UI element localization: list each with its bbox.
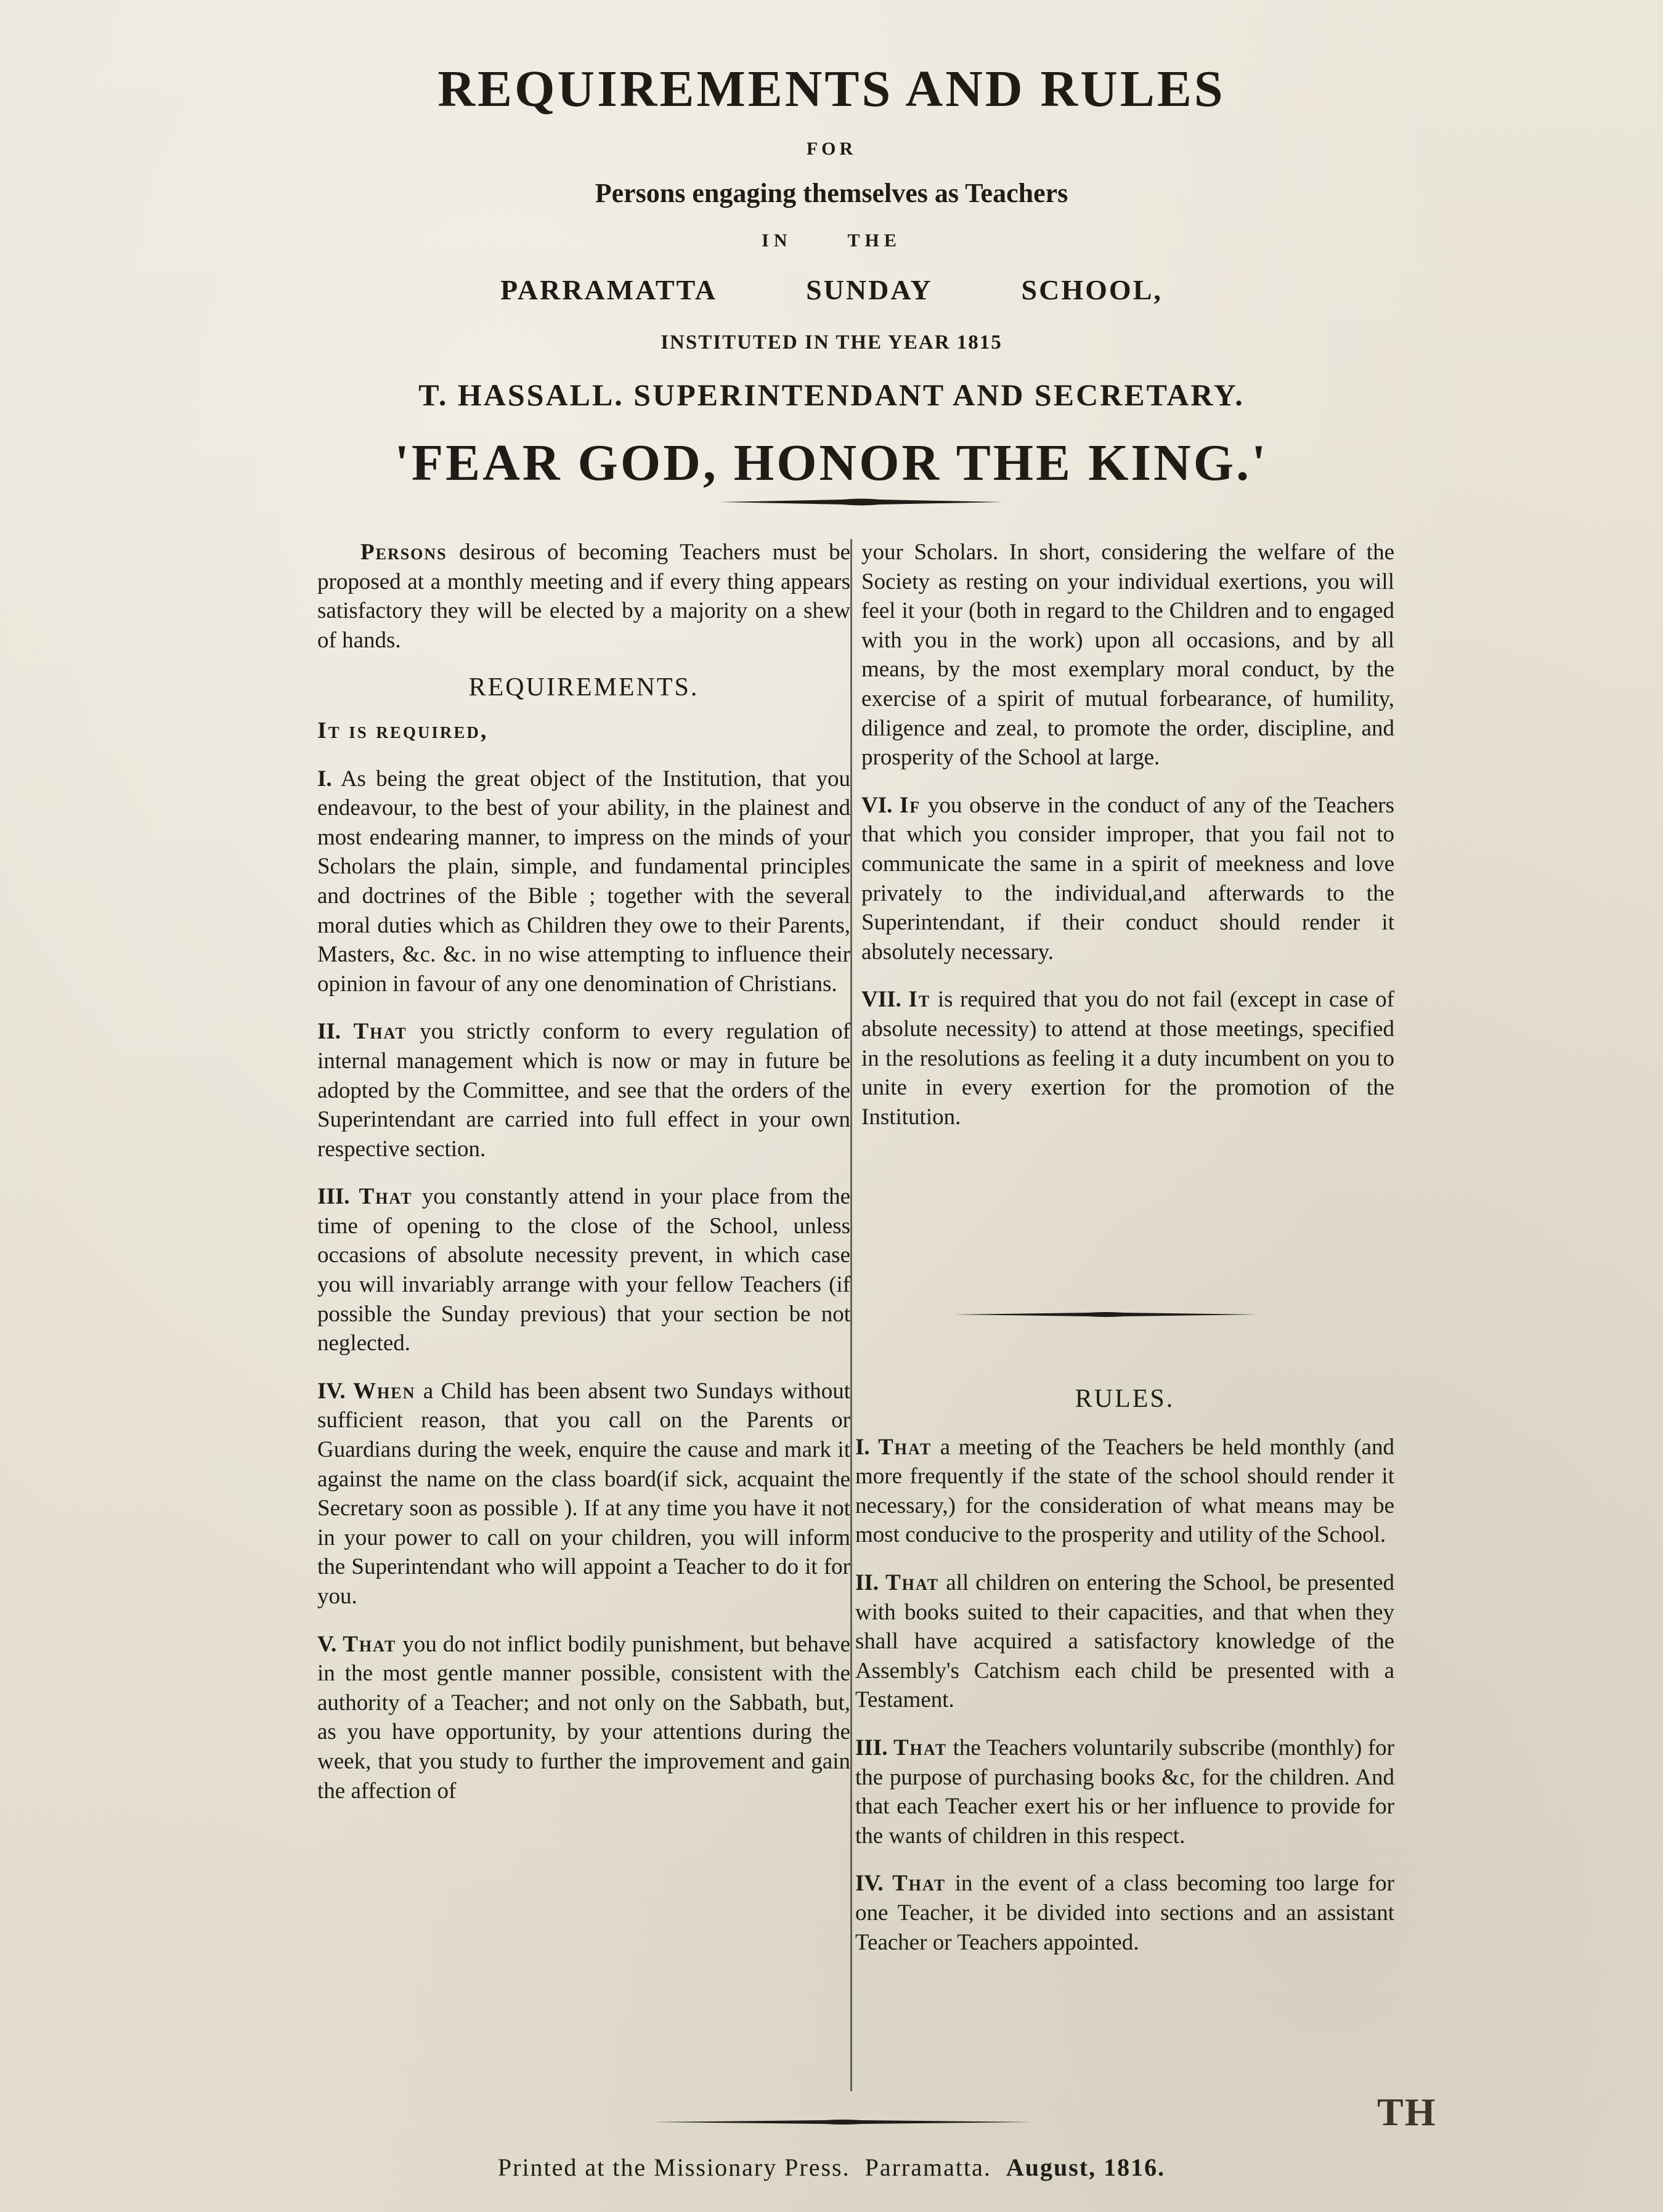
- requirements-heading: REQUIREMENTS.: [468, 673, 699, 702]
- rule-number: III.: [855, 1735, 888, 1760]
- footer-date: August, 1816.: [1006, 2153, 1166, 2181]
- header-school-2: SUNDAY: [806, 274, 933, 306]
- rules-heading: RULES.: [1075, 1385, 1175, 1413]
- header-school-1: PARRAMATTA: [500, 274, 718, 306]
- imprint-footer: [0, 2153, 1663, 2182]
- intro-paragraph: [317, 538, 850, 655]
- requirement-number: I.: [317, 766, 332, 792]
- ornament-rule-bottom: [652, 2119, 1034, 2128]
- right-column: [861, 538, 1394, 1132]
- requirement-item: [317, 1182, 850, 1358]
- requirement-lead: When: [353, 1378, 416, 1404]
- rule-lead: That: [893, 1735, 948, 1760]
- rule-number: I.: [855, 1434, 870, 1460]
- initials-mark: TH: [1377, 2090, 1437, 2134]
- header-school-name: [0, 262, 1663, 318]
- rule-lead: That: [885, 1570, 940, 1595]
- rule-lead: That: [892, 1871, 946, 1897]
- header-instituted: INSTITUTED IN THE YEAR 1815: [661, 331, 1002, 354]
- rule-item: [855, 1869, 1394, 1957]
- rule-text: in the event of a class becoming too large for one Teacher, it be divided into sections and an assistant Teacher or Teachers appointed.: [855, 1871, 1394, 1955]
- rule-text: all children on entering the School, be presented with books suited to their capacities, and that when they shall have acquired a satisfactory knowledge of the Assembly's Catchism each child be presented with a Testament.: [855, 1570, 1395, 1713]
- requirement-text: you constantly attend in your place from the time of opening to the close of the School, unless occasions of absolute necessity prevent, in which case you will invariably arrange with your fellow Teachers (if possible the Sunday previous) that your section be not neglected.: [317, 1184, 850, 1356]
- it-is-required: It is required,: [317, 717, 489, 743]
- rule-text: a meeting of the Teachers be held monthly (and more frequently if the state of the school should render it necessary,) for the consideration of what means may be most conducive to the prosperity and utility of the School.: [855, 1434, 1394, 1548]
- header-the: THE: [847, 230, 901, 251]
- header-in-the: [0, 219, 1663, 262]
- header-persons: Persons engaging themselves as Teachers: [595, 178, 1068, 208]
- left-column: [317, 538, 850, 1805]
- header-for: FOR: [806, 139, 857, 159]
- requirement-number: VII.: [861, 987, 901, 1013]
- header-superintendant: T. HASSALL. SUPERINTENDANT AND SECRETARY.: [418, 378, 1245, 412]
- requirement-lead: That: [343, 1631, 397, 1657]
- rule-number: II.: [855, 1570, 879, 1595]
- requirement-number: II.: [317, 1019, 341, 1045]
- requirement-lead: If: [900, 792, 921, 818]
- rule-text: the Teachers voluntarily subscribe (monthly) for the purpose of purchasing books &c, for the children. And that each Teacher exert his or her influence to provide for the wants of children in this respect.: [855, 1735, 1394, 1849]
- requirement-number: VI.: [861, 792, 893, 818]
- rule-item: [855, 1568, 1394, 1715]
- requirement-item: [317, 1377, 850, 1611]
- rule-lead: That: [878, 1434, 932, 1460]
- rule-number: IV.: [855, 1871, 884, 1897]
- ornament-rule-middle: [954, 1311, 1259, 1319]
- requirement-item: [861, 791, 1394, 967]
- page-title: REQUIREMENTS AND RULES: [437, 60, 1226, 118]
- ornament-rule-top: [720, 498, 1003, 506]
- requirement-text: As being the great object of the Institution, that you endeavour, to the best of your ability, in the plainest and most endearing manner, to impress on the minds of your Scholars the plain, simple, and fundamental principles and doctrines of the Bible ; together with the several moral duties which as Children they owe to their Parents, Masters, &c. &c. in no wise attempting to influence their opinion in favour of any one denomination of Christians.: [317, 766, 850, 997]
- requirement-number: V.: [317, 1631, 337, 1657]
- requirement-text: you observe in the conduct of any of the Teachers that which you consider improper, that you fail not to communicate the same in a spirit of meekness and love privately to the individual,and afterwards to the Superintendant, if their conduct should render it absolutely necessary.: [861, 792, 1395, 965]
- rules-column: [855, 1385, 1394, 1957]
- intro-lead: Persons: [360, 540, 447, 565]
- requirement-item: [317, 1017, 850, 1164]
- requirement-lead: That: [359, 1184, 413, 1210]
- column-divider: [850, 539, 852, 2091]
- rule-item: [855, 1433, 1394, 1550]
- requirement-text: you strictly conform to every regulation of internal management which is now or may in future be adopted by the Committee, and see that the orders of the Superintendant are carried into full effect in your own respective section.: [317, 1019, 850, 1162]
- intro-text: desirous of becoming Teachers must be proposed at a monthly meeting and if every thing appears satisfactory they will be elected by a majority on a shew of hands.: [317, 540, 850, 653]
- footer-printed: Printed at the Missionary Press.: [497, 2153, 850, 2181]
- requirement-text: you do not inflict bodily punishment, but behave in the most gentle manner possible, consistent with the authority of a Teacher; and not only on the Sabbath, but, as you have opportunity, by your attentions during the week, that you study to further the improvement and gain the affection of: [317, 1631, 850, 1804]
- requirement-continuation: your Scholars. In short, considering the welfare of the Society as resting on your individual exertions, you will feel it your (both in regard to the Children and to engaged with you in the work) upon all occasions, and by all means, by the most exemplary moral conduct, by the exercise of a spirit of mutual forbearance, of humility, diligence and zeal, to promote the order, discipline, and prosperity of the School at large.: [861, 540, 1394, 771]
- header-motto: 'FEAR GOD, HONOR THE KING.': [394, 434, 1269, 492]
- requirement-text: is required that you do not fail (except in case of absolute necessity) to attend at those meetings, specified in the resolutions as feeling it a duty incumbent on you to unite in every exertion for the promotion of the Institution.: [861, 987, 1394, 1130]
- requirement-item: [861, 985, 1394, 1132]
- footer-place: Parramatta.: [864, 2153, 991, 2181]
- requirement-lead: It: [908, 987, 931, 1013]
- requirement-number: III.: [317, 1184, 350, 1210]
- requirement-item: [317, 764, 850, 999]
- rule-item: [855, 1733, 1394, 1850]
- requirement-lead: That: [353, 1019, 407, 1045]
- header-school-3: SCHOOL,: [1021, 274, 1163, 306]
- requirement-number: IV.: [317, 1378, 346, 1404]
- requirement-item: [317, 1630, 850, 1806]
- header-in: IN: [762, 230, 792, 251]
- header: [0, 55, 1663, 500]
- requirement-text: a Child has been absent two Sundays without sufficient reason, that you call on the Parents or Guardians during the week, enquire the cause and mark it against the name on the class board(if sick, acquaint the Secretary soon as possible ). If at any time you have it not in your power to call on your children, you will inform the Superintendant who will appoint a Teacher to do it for you.: [317, 1378, 851, 1609]
